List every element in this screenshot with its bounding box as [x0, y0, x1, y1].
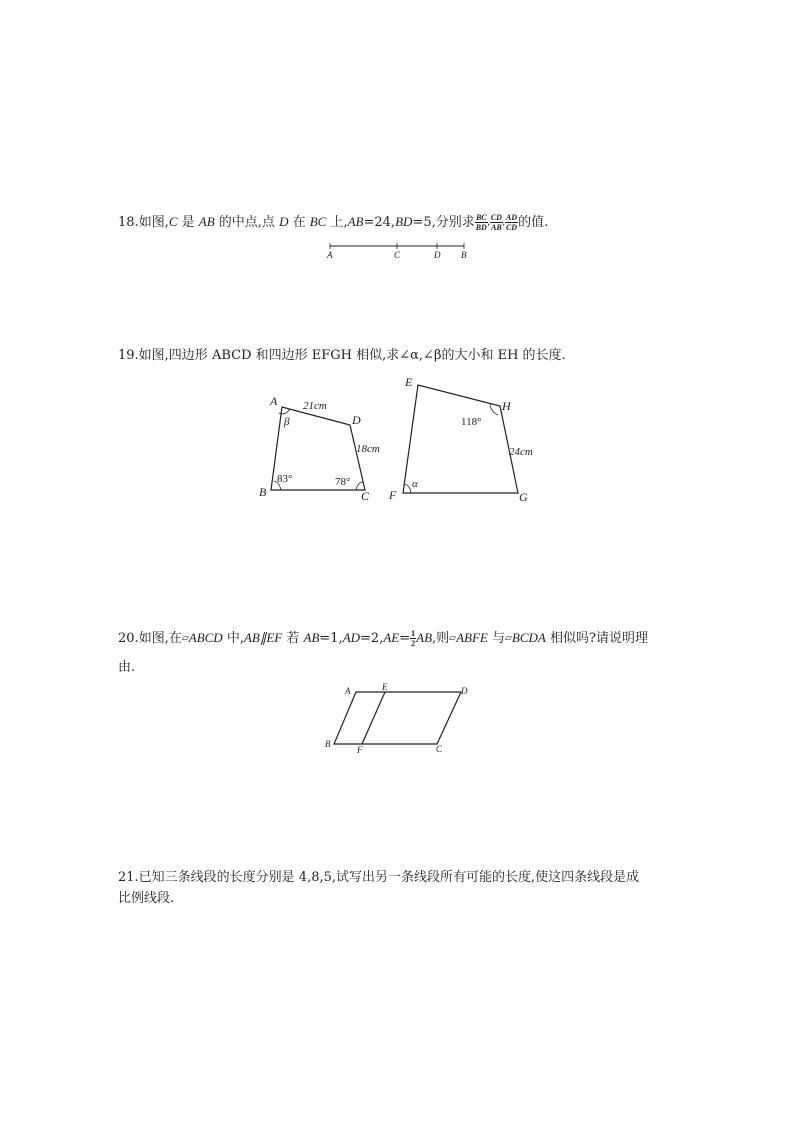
vertex-label-g: G — [519, 490, 528, 504]
point-label-b: B — [461, 250, 467, 260]
parallelogram-symbol: ▱ — [504, 633, 512, 644]
angle-label-alpha: α — [412, 478, 418, 490]
fraction-denominator: AB — [491, 223, 502, 232]
vertex-label-e: E — [382, 682, 388, 692]
vertex-label-a: A — [270, 394, 278, 408]
fraction-sep: , — [487, 218, 490, 227]
q20-text: 中, — [222, 631, 244, 646]
question-19: 19.如图,四边形 ABCD 和四边形 EFGH 相似,求∠α,∠β的大小和 EH 的长度. — [118, 348, 566, 363]
q18-var: BC — [309, 214, 327, 229]
angle-label-beta: β — [284, 416, 290, 428]
vertex-label-d: D — [352, 413, 361, 427]
question-20-line2: 由. — [118, 660, 136, 675]
q20-var: ABFE — [456, 630, 488, 645]
vertex-label-b: B — [259, 485, 267, 499]
fraction-numerator: 1 — [411, 629, 416, 638]
q20-number: 20. — [118, 631, 139, 646]
question-21-line1: 21.已知三条线段的长度分别是 4,8,5,试写出另一条线段所有可能的长度,使这四条线段是成 — [118, 870, 640, 885]
parallelogram-symbol: ▱ — [181, 633, 189, 644]
q18-segment-figure — [320, 238, 480, 264]
point-label-a: A — [327, 250, 333, 260]
parallelogram-symbol: ▱ — [449, 633, 457, 644]
vertex-label-c: C — [436, 744, 443, 754]
question-21-line2: 比例线段. — [118, 891, 175, 906]
q20-text: = — [399, 631, 411, 646]
q18-var: AB — [198, 214, 215, 229]
q20-text: =2, — [360, 631, 384, 646]
fraction-cd-ab — [487, 213, 503, 232]
q18-text: 是 — [177, 215, 199, 230]
q20-text: =1, — [319, 631, 343, 646]
q20-text: 如图,在 — [138, 631, 182, 646]
q18-text: 如图, — [138, 215, 169, 230]
q18-text: =5,分别求 — [412, 215, 475, 230]
fraction-denominator: 2 — [411, 639, 416, 648]
q18-var: AB — [347, 214, 364, 229]
question-20 — [118, 624, 648, 653]
q20-parallelogram-figure — [322, 682, 472, 758]
fraction-bc-bd — [475, 213, 488, 232]
fraction-ad-cd — [502, 213, 518, 232]
q18-text: 在 — [288, 215, 310, 230]
q20-var: AD — [342, 630, 361, 645]
q20-text: 若 — [282, 631, 304, 646]
q18-text: 的值. — [518, 215, 549, 230]
angle-label-c: 78° — [335, 476, 351, 488]
q18-text: 的中点,点 — [214, 215, 280, 230]
fraction-numerator: CD — [490, 213, 502, 222]
fraction-denominator: CD — [505, 223, 518, 232]
vertex-label-c: C — [361, 489, 370, 503]
q18-var: BD — [395, 214, 413, 229]
point-label-d: D — [434, 250, 441, 260]
q20-var: AB — [416, 630, 433, 645]
vertex-label-f: F — [357, 745, 363, 755]
q20-var: ABCD — [188, 630, 223, 645]
side-label-dc: 18cm — [356, 443, 380, 455]
vertex-label-e: E — [405, 375, 413, 389]
point-label-c: C — [394, 250, 401, 260]
fraction-denominator: BD — [475, 223, 487, 232]
q18-text: =24, — [363, 215, 396, 230]
q20-var: AB∥EF — [243, 630, 283, 645]
vertex-label-h: H — [502, 399, 511, 413]
vertex-label-d: D — [461, 686, 468, 696]
question-18 — [118, 208, 548, 237]
q18-var: D — [279, 214, 289, 229]
side-label-ad: 21cm — [303, 400, 327, 412]
fraction-sep: , — [502, 218, 505, 227]
q20-text: 相似吗?请说明理 — [545, 631, 648, 646]
q18-var: C — [168, 214, 178, 229]
q20-text: ,则 — [432, 631, 450, 646]
vertex-label-f: F — [389, 488, 397, 502]
q18-number: 18. — [118, 215, 139, 230]
fraction-numerator: BC — [475, 213, 487, 222]
q20-var: AB — [303, 630, 320, 645]
side-label-hg: 24cm — [509, 446, 533, 458]
q18-text: 上, — [326, 215, 348, 230]
fraction-numerator: AD — [505, 213, 518, 222]
q20-var: BCDA — [511, 630, 546, 645]
q19-quadrilaterals-figure — [255, 372, 545, 507]
angle-label-h: 118° — [461, 416, 482, 428]
vertex-label-a: A — [345, 686, 351, 696]
q20-text: 与 — [487, 631, 505, 646]
angle-label-b: 83° — [277, 473, 293, 485]
vertex-label-b: B — [325, 739, 331, 749]
q20-var: AE — [383, 630, 400, 645]
